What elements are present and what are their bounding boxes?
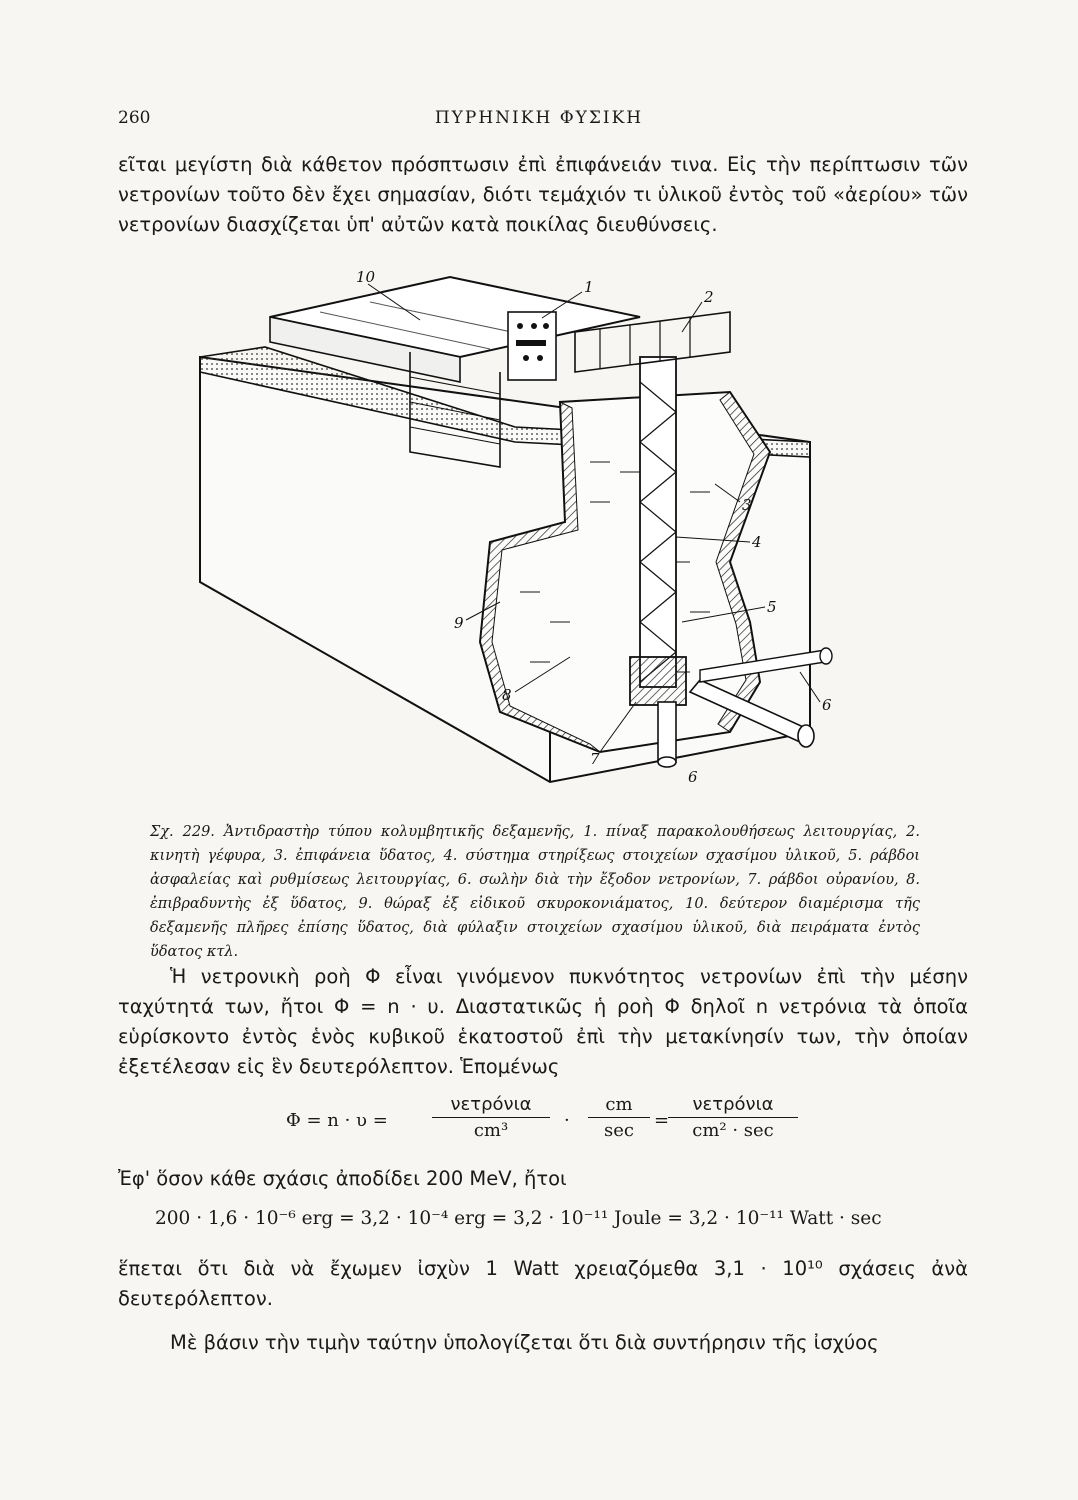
label-4: 4 bbox=[752, 533, 762, 551]
fraction-2-den: sec bbox=[604, 1120, 634, 1141]
fraction-3 bbox=[668, 1094, 798, 1141]
fraction-2 bbox=[588, 1094, 650, 1141]
running-title: ΠΥΡΗΝΙΚΗ ΦΥΣΙΚΗ bbox=[434, 108, 644, 128]
fraction-1 bbox=[432, 1094, 550, 1141]
label-6a: 6 bbox=[822, 696, 832, 714]
figure-caption bbox=[150, 820, 920, 964]
fraction-1-num: νετρόνια bbox=[432, 1094, 550, 1118]
paragraph-5: Μὲ βάσιν τὴν τιμὴν ταύτην ὑπολογίζεται ὅτι διὰ συντήρησιν τῆς ἰσχύος bbox=[170, 1331, 879, 1354]
flux-formula bbox=[286, 1094, 806, 1150]
paragraph-4: ἕπεται ὅτι διὰ νὰ ἔχωμεν ἰσχὺν 1 Watt χρειαζόμεθα 3,1 · 10¹⁰ σχάσεις ἀνὰ δευτερόλεπτον. bbox=[118, 1257, 968, 1310]
page-header bbox=[0, 108, 1078, 136]
fraction-1-den: cm³ bbox=[473, 1120, 509, 1141]
caption-text: Ἀντιδραστὴρ τύπου κολυμβητικῆς δεξαμενῆς, 1. πίναξ παρακολουθήσεως λειτουργίας, 2. κινητὴ γέφυρα, 3. ἐπιφάνεια ὕδατος, 4. σύστημα στηρίξεως στοιχείων σχασίμου ὑλικοῦ, 5. ράβδοι ἀσφαλείας καὶ ρυθμίσεως λειτουργίας, 6. σωλὴν διὰ τὴν ἔξοδον νετρονίων, 7. ράβδοι οὐρανίου, 8. ἐπιβραδυντὴς ἐξ ὕδατος, 9. θώραξ ἐξ εἰδικοῦ σκυροκονιάματος, 10. δεύτερον διαμέρισμα τῆς δεξαμενῆς πλῆρες ἐπίσης ὕδατος, διὰ φύλαξιν στοιχείων σχασίμου ὑλικοῦ, διὰ πειράματα ἐντὸς ὕδατος κτλ. bbox=[150, 824, 921, 960]
formula-dot: · bbox=[564, 1110, 570, 1131]
label-1: 1 bbox=[584, 278, 594, 296]
page-number: 260 bbox=[118, 108, 151, 128]
caption-lead: Σχ. 229. bbox=[150, 824, 215, 840]
label-10: 10 bbox=[356, 268, 376, 286]
label-3: 3 bbox=[742, 496, 752, 514]
label-7: 7 bbox=[590, 750, 600, 768]
label-2: 2 bbox=[704, 288, 714, 306]
label-5: 5 bbox=[767, 598, 777, 616]
formula-lhs: Φ = n · υ = bbox=[286, 1110, 388, 1131]
label-9: 9 bbox=[454, 614, 464, 632]
label-6b: 6 bbox=[688, 768, 698, 786]
fraction-3-den: cm² · sec bbox=[692, 1120, 774, 1141]
paragraph-3: Ἐφ' ὅσον κάθε σχάσις ἀποδίδει 200 MeV, ἤτοι bbox=[118, 1167, 567, 1190]
reactor-figure bbox=[170, 262, 880, 802]
fraction-2-num: cm bbox=[588, 1094, 650, 1118]
label-8: 8 bbox=[502, 686, 512, 704]
fraction-3-num: νετρόνια bbox=[668, 1094, 798, 1118]
formula-equals: = bbox=[654, 1110, 670, 1131]
paragraph-2: Ἡ νετρονικὴ ροὴ Φ εἶναι γινόμενον πυκνότητος νετρονίων ἐπὶ τὴν μέσην ταχύτητά των, ἤτοι Φ = n · υ. Διαστατικῶς ἡ ροὴ Φ δηλοῖ n νετρόνια τὰ ὁποῖα εὑρίσκοντο ἐντὸς ἑνὸς κυβικοῦ ἑκατοστοῦ ἐπὶ τὴν μετακίνησίν των, τὴν ὁποίαν ἐξετέλεσαν εἰς ἓν δευτερόλεπτον. Ἑπομένως bbox=[118, 965, 968, 1078]
pool-reactor-diagram bbox=[170, 262, 880, 802]
energy-equation: 200 · 1,6 · 10⁻⁶ erg = 3,2 · 10⁻⁴ erg = 3,2 · 10⁻¹¹ Joule = 3,2 · 10⁻¹¹ Watt · sec bbox=[155, 1208, 882, 1229]
paragraph-1: εῖται μεγίστη διὰ κάθετον πρόσπτωσιν ἐπὶ ἐπιφάνειάν τινα. Εἰς τὴν περίπτωσιν τῶν νετρονίων τοῦτο δὲν ἔχει σημασίαν, διότι τεμάχιόν τι ὑλικοῦ ἐντὸς τοῦ «ἀερίου» τῶν νετρονίων διασχίζεται ὑπ' αὐτῶν κατὰ ποικίλας διευθύνσεις. bbox=[118, 153, 968, 236]
